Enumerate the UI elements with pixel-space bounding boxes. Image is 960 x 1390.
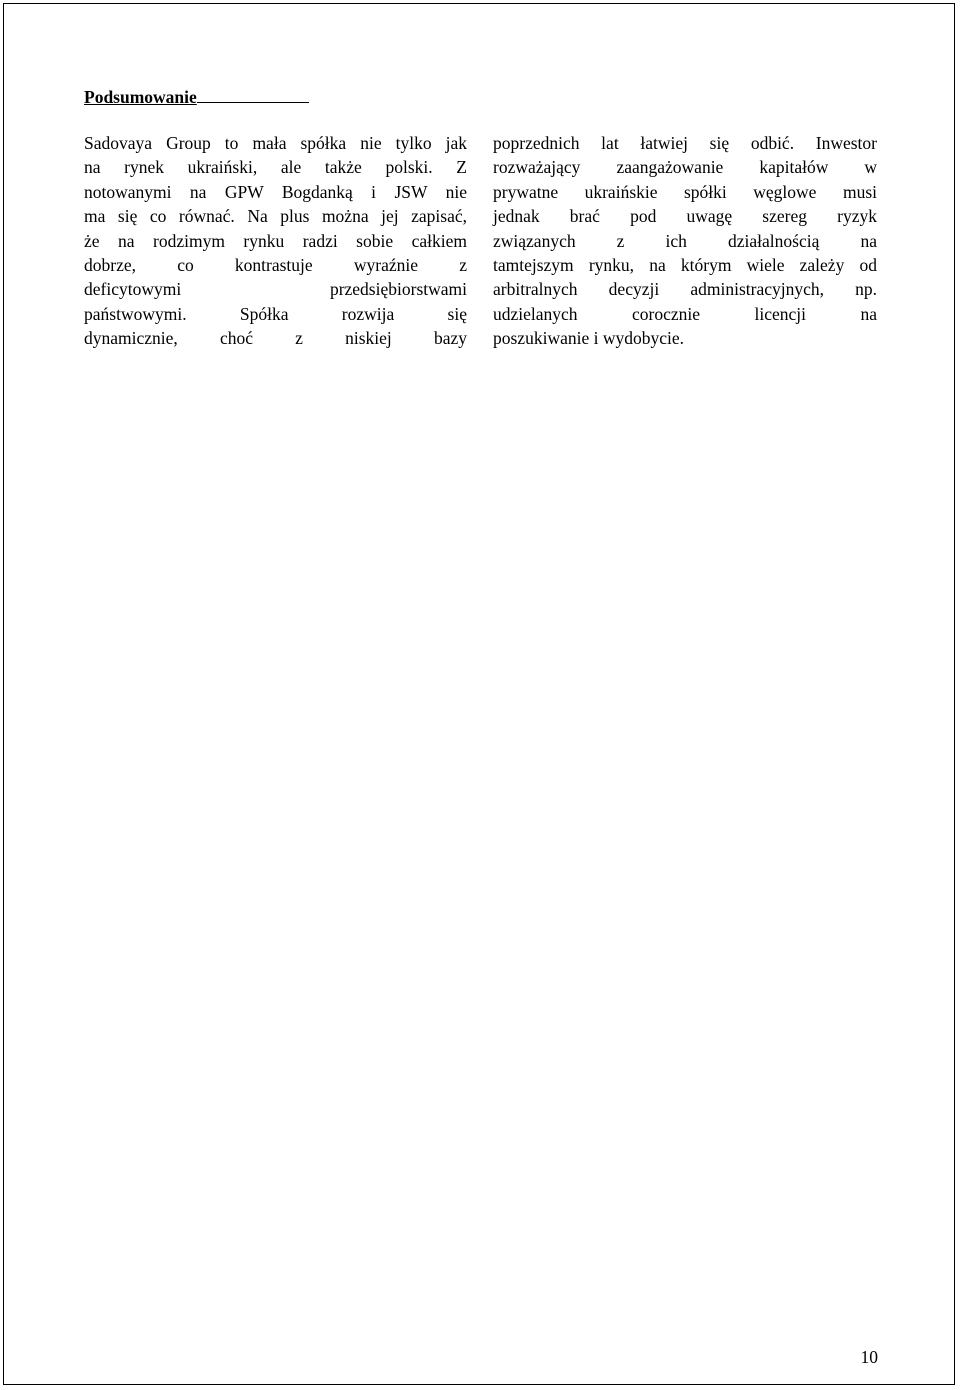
paragraph-line: związanych z ich działalnością na (493, 230, 877, 251)
paragraph-line: że na rodzimym rynku radzi sobie całkiem (84, 230, 467, 251)
section-heading-text: Podsumowanie (84, 87, 197, 107)
paragraph-line: państwowymi. Spółka rozwija się (84, 303, 467, 324)
paragraph-line: ma się co równać. Na plus można jej zapisać, (84, 206, 467, 227)
left-column (84, 131, 467, 351)
right-column (493, 131, 877, 351)
paragraph-line: Sadovaya Group to mała spółka nie tylko jak (84, 133, 467, 153)
paragraph-line: tamtejszym rynku, na którym wiele zależy od (493, 255, 877, 276)
paragraph-line: jednak brać pod uwagę szereg ryzyk (493, 206, 877, 227)
heading-underline (197, 86, 309, 103)
paragraph-line: udzielanych corocznie licencji na (493, 303, 877, 324)
page-number: 10 (860, 1347, 878, 1367)
paragraph-line: prywatne ukraińskie spółki węglowe musi (493, 181, 877, 202)
paragraph-line: arbitralnych decyzji administracyjnych, np. (493, 279, 877, 300)
paragraph-line: dobrze, co kontrastuje wyraźnie z (84, 255, 467, 276)
paragraph-line: deficytowymi przedsiębiorstwami (84, 279, 467, 300)
paragraph-line: poszukiwanie i wydobycie. (493, 328, 684, 349)
paragraph-line: poprzednich lat łatwiej się odbić. Inwestor (493, 133, 877, 153)
section-heading (84, 86, 331, 108)
paragraph-line: dynamicznie, choć z niskiej bazy (84, 328, 467, 349)
paragraph-line: notowanymi na GPW Bogdanką i JSW nie (84, 181, 467, 202)
paragraph-line: rozważający zaangażowanie kapitałów w (493, 157, 877, 178)
paragraph-line: na rynek ukraiński, ale także polski. Z (84, 157, 467, 178)
